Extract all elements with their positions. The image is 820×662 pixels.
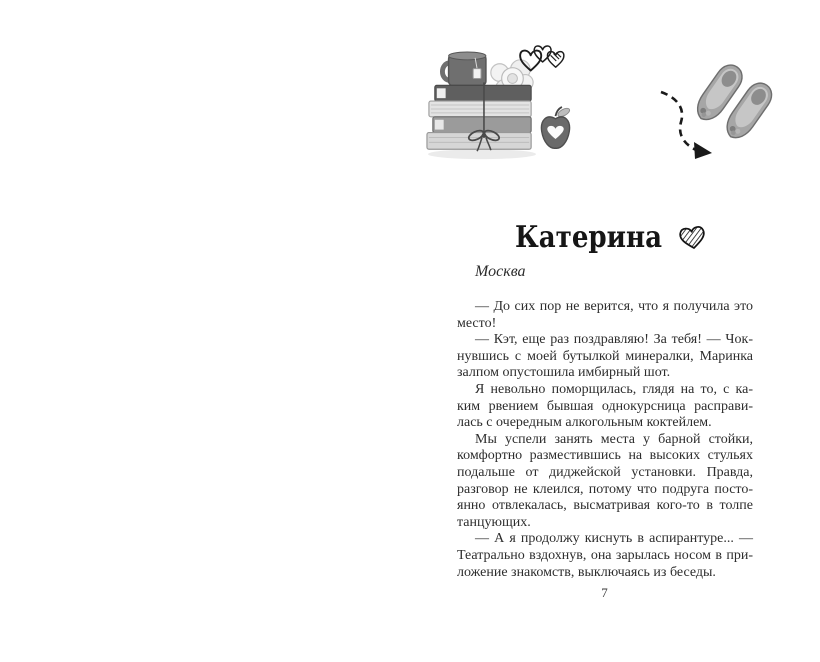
- stack-shadow: [428, 149, 536, 159]
- text-line: подальше от диджейской установки. Правда,: [457, 464, 753, 480]
- text-line: танцующих.: [457, 514, 531, 530]
- text-line: ложение знакомств, выключаясь из беседы.: [457, 564, 716, 580]
- text-line: лась с очередным алкогольным коктейлем.: [457, 415, 712, 431]
- mug-icon: [442, 52, 485, 85]
- book-stack: [427, 85, 531, 149]
- chapter-location: Москва: [475, 263, 526, 280]
- hatched-heart-icon: [679, 225, 706, 250]
- hearts-doodle-icon: [519, 43, 567, 79]
- chapter-title: [457, 221, 753, 255]
- text-line: Театрально вздохнув, она зарылась носом в при-: [457, 547, 753, 563]
- paragraph: [457, 332, 753, 382]
- paragraph: [457, 531, 753, 581]
- text-line: нувшись с моей бутылкой минералки, Маринка: [457, 348, 753, 364]
- text-line: ким рвением бывшая однокурсница расправи-: [457, 398, 753, 414]
- text-line: комфортно разместившись на высоких стульях: [457, 448, 753, 464]
- text-line: залпом опустошила имбирный шот.: [457, 365, 671, 381]
- chapter-title-text: Катерина: [514, 220, 663, 255]
- text-column: [457, 221, 753, 601]
- paragraph: [457, 299, 753, 332]
- text-line: Мы успели занять места у барной стойки,: [475, 431, 753, 447]
- text-line: Я невольно поморщилась, глядя на то, с ка-: [475, 381, 753, 397]
- text-line: место!: [457, 315, 497, 331]
- apple-heart-icon: [539, 105, 572, 151]
- text-line: — Кэт, еще раз поздравляю! За тебя! — Чок-: [475, 332, 753, 348]
- text-line: янно отвлекалась, высматривая кого-то в толпе: [457, 498, 753, 514]
- ballet-flats-illustration: [686, 50, 778, 150]
- text-line: — А я продолжу киснуть в аспирантуре... —: [475, 531, 753, 547]
- page-number: 7: [601, 585, 609, 601]
- paragraph: [457, 432, 753, 532]
- text-line: разговор не клеился, потому что подруга посто-: [457, 481, 753, 497]
- paragraph: [457, 382, 753, 432]
- text-line: — До сих пор не верится, что я получила это: [475, 299, 753, 314]
- body-text: [457, 299, 753, 581]
